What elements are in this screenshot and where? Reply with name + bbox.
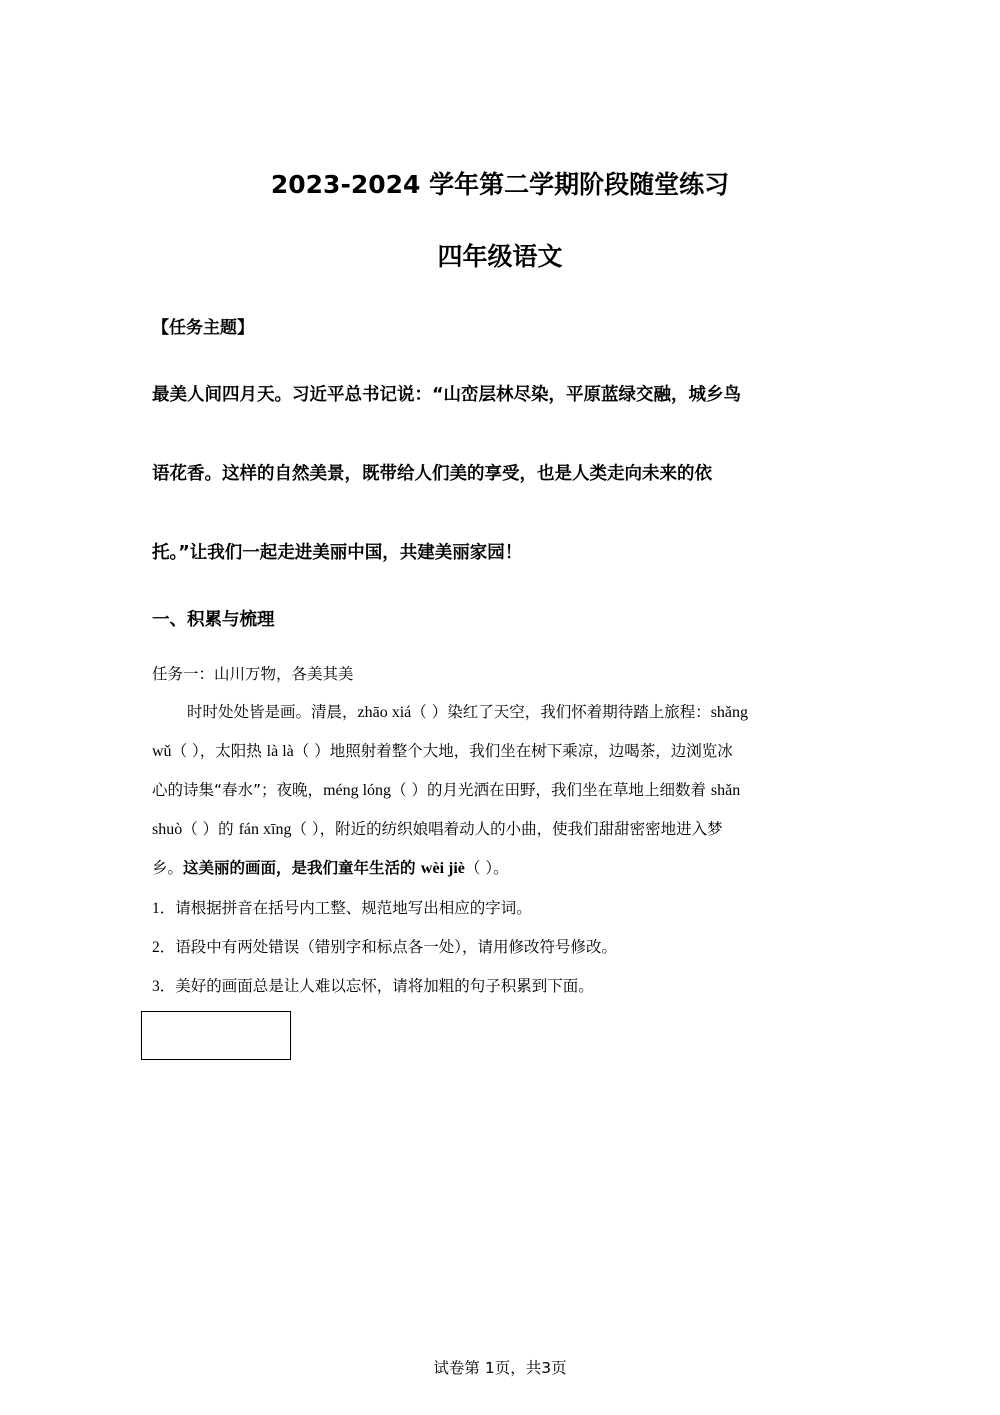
bold-sentence: 这美丽的画面，是我们童年生活的: [183, 859, 421, 877]
question-text: 美好的画面总是让人难以忘怀，请将加粗的句子积累到下面。: [175, 977, 594, 995]
theme-line: 语花香。这样的自然美景，既带给人们美的享受，也是人类走向未来的依: [152, 464, 712, 484]
passage-text: （ ）的月光洒在田野，我们坐在草地上细数着: [391, 781, 711, 799]
section-heading: 一、积累与梳理: [152, 610, 275, 630]
question-item: [152, 935, 852, 960]
passage-text: （ ）。: [464, 859, 509, 877]
pinyin: shuò: [152, 821, 183, 838]
pinyin: shǎng: [710, 704, 749, 721]
passage-line: [152, 739, 852, 764]
pinyin: là là: [266, 743, 294, 760]
question-text: 请根据拼音在括号内工整、规范地写出相应的字词。: [175, 899, 532, 917]
question-text: 语段中有两处错误（错别字和标点各一处），请用修改符号修改。: [175, 938, 618, 956]
passage-text: 时时处处皆是画。清晨，: [187, 703, 358, 721]
passage-line: [187, 700, 887, 725]
passage-line: [152, 817, 852, 842]
question-item: [152, 974, 852, 999]
passage-text: （ ），太阳热: [171, 742, 267, 760]
question-number: 3．: [152, 978, 176, 995]
task-title: 任务一：山川万物，各美其美: [152, 665, 354, 683]
pinyin: zhāo xiá: [357, 704, 412, 721]
theme-line: 托。”让我们一起走进美丽中国，共建美丽家园！: [152, 543, 523, 563]
passage-text: （ ），附近的纺织娘唱着动人的小曲，使我们甜甜密密地进入梦: [291, 820, 723, 838]
passage-text: （ ）地照射着整个大地，我们坐在树下乘凉，边喝茶，边浏览冰: [293, 742, 733, 760]
exam-subtitle: 四年级语文: [437, 242, 563, 271]
theme-line: 最美人间四月天。习近平总书记说：“山峦层林尽染，平原蓝绿交融，城乡鸟: [152, 385, 741, 405]
page-footer: 试卷第 1页，共3页: [433, 1359, 567, 1377]
exam-title: 2023-2024 学年第二学期阶段随堂练习: [270, 170, 730, 199]
passage-line: [152, 778, 852, 803]
pinyin: wǔ: [152, 743, 172, 760]
passage-text: 心的诗集“春水”；夜晚，: [152, 781, 324, 799]
theme-label: 【任务主题】: [152, 318, 254, 338]
question-number: 2．: [152, 939, 176, 956]
passage-text: （ ）的: [182, 820, 239, 838]
passage-line: [152, 856, 852, 881]
pinyin: shǎn: [710, 782, 741, 799]
passage-text: 乡。: [152, 859, 184, 877]
pinyin: méng lóng: [323, 782, 392, 799]
pinyin: wèi jiè: [420, 860, 465, 877]
question-number: 1．: [152, 900, 176, 917]
passage-text: （ ）染红了天空，我们怀着期待踏上旅程：: [411, 703, 711, 721]
answer-box[interactable]: [141, 1011, 291, 1060]
pinyin: fán xīng: [238, 821, 292, 838]
question-item: [152, 896, 852, 921]
